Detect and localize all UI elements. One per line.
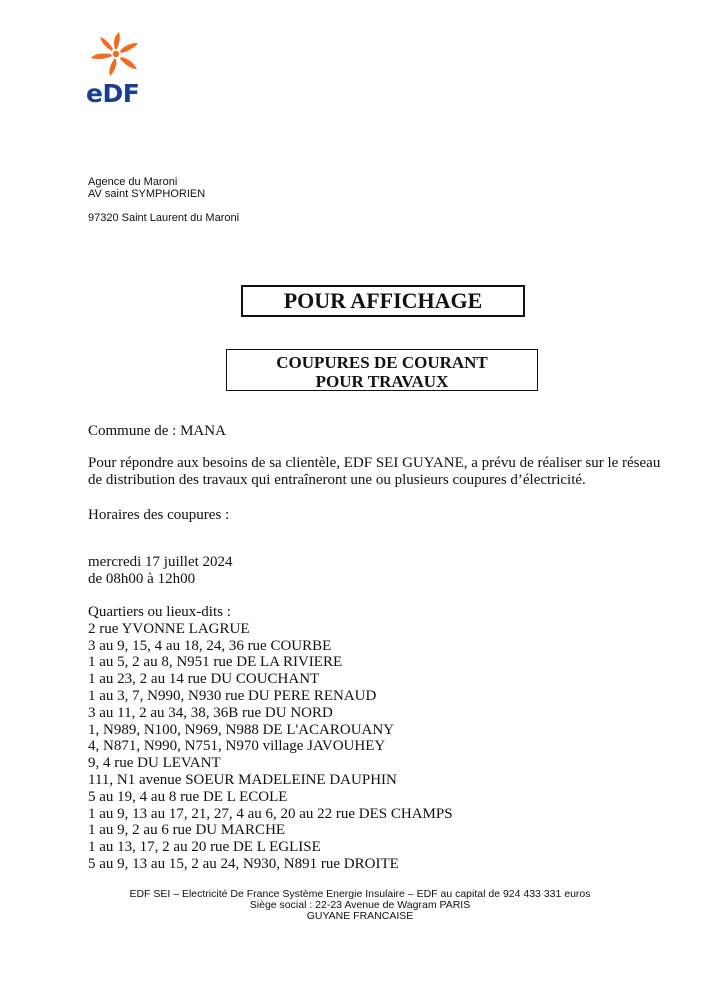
footer-region: GUYANE FRANCAISE [306, 910, 414, 922]
list-item: 1 au 13, 17, 2 au 20 rue DE L EGLISE [88, 839, 321, 856]
intro-line-1: Pour répondre aux besoins de sa clientèle, EDF SEI GUYANE, a prévu de réaliser sur le réseau [88, 455, 661, 471]
locations-list [88, 604, 453, 873]
list-item: 1 au 5, 2 au 8, N951 rue DE LA RIVIERE [88, 654, 343, 671]
subject-box [226, 349, 538, 391]
list-item: 5 au 9, 13 au 15, 2 au 24, N930, N891 rue DROITE [88, 855, 399, 872]
sender-street: AV saint SYMPHORIEN [88, 188, 206, 200]
subject-line-2: POUR TRAVAUX [315, 372, 449, 391]
edf-logo-text: eDF [86, 79, 140, 108]
list-item: 1 au 9, 13 au 17, 21, 27, 4 au 6, 20 au 22 rue DES CHAMPS [88, 805, 453, 822]
list-item: 3 au 11, 2 au 34, 38, 36B rue DU NORD [88, 704, 333, 721]
sender-agency: Agence du Maroni [88, 176, 178, 188]
commune-line: Commune de : MANA [88, 423, 226, 439]
list-item: 1 au 9, 2 au 6 rue DU MARCHE [88, 822, 286, 839]
outage-date: mercredi 17 juillet 2024 [88, 554, 233, 570]
sender-city: 97320 Saint Laurent du Maroni [88, 212, 240, 224]
subject-line-1: COUPURES DE COURANT [276, 353, 488, 372]
list-item: 1, N989, N100, N969, N988 DE L'ACAROUANY [88, 721, 395, 738]
list-item: 1 au 23, 2 au 14 rue DU COUCHANT [88, 671, 320, 688]
locations-heading: Quartiers ou lieux-dits : [88, 604, 231, 620]
schedule-heading: Horaires des coupures : [88, 507, 230, 523]
notice-title: POUR AFFICHAGE [241, 285, 525, 317]
list-item: 1 au 3, 7, N990, N930 rue DU PERE RENAUD [88, 687, 377, 704]
list-item: 9, 4 rue DU LEVANT [88, 755, 221, 772]
footer-company: EDF SEI – Electricité De France Système Energie Insulaire – EDF au capital de 924 433 331 euros [129, 888, 591, 900]
list-item: 111, N1 avenue SOEUR MADELEINE DAUPHIN [88, 771, 397, 788]
edf-flower-icon [86, 28, 150, 82]
list-item: 4, N871, N990, N751, N970 village JAVOUHEY [88, 738, 386, 755]
list-item: 2 rue YVONNE LAGRUE [88, 620, 250, 637]
intro-line-2: de distribution des travaux qui entraîneront une ou plusieurs coupures d’électricité. [88, 472, 586, 488]
list-item: 3 au 9, 15, 4 au 18, 24, 36 rue COURBE [88, 637, 332, 654]
outage-time: de 08h00 à 12h00 [88, 571, 196, 587]
footer-address: Siège social : 22-23 Avenue de Wagram PARIS [249, 899, 471, 911]
list-item: 5 au 19, 4 au 8 rue DE L ECOLE [88, 788, 288, 805]
